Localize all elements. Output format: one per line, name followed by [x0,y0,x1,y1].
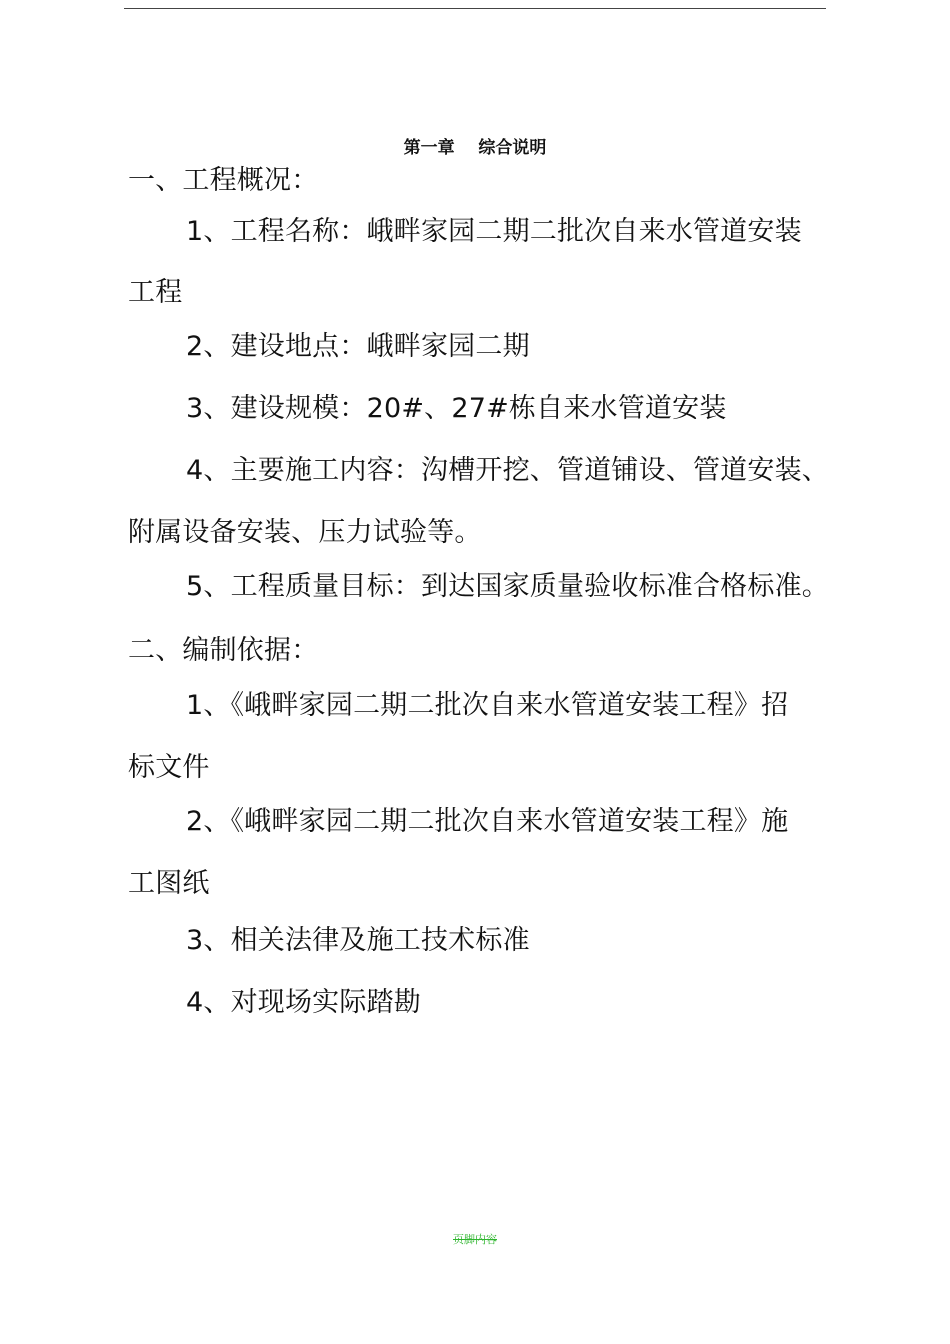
basis-survey-line: 4、对现场实际踏勘 [186,987,421,1018]
project-name-line: 1、工程名称：峨畔家园二期二批次自来水管道安装 [186,216,802,247]
quality-target-line: 5、工程质量目标：到达国家质量验收标准合格标准。 [186,571,829,602]
main-work-continuation: 附属设备安装、压力试验等。 [128,517,482,548]
section2-heading: 二、编制依据： [128,635,319,666]
basis-drawings-continuation: 工图纸 [128,868,210,899]
basis-tender-line: 1、《峨畔家园二期二批次自来水管道安装工程》招 [186,690,789,721]
construction-scale-line: 3、建设规模：20#、27#栋自来水管道安装 [186,393,727,424]
footer-mark: 页脚内容 [453,1233,497,1246]
site-location-line: 2、建设地点：峨畔家园二期 [186,331,530,362]
section1-heading: 一、工程概况： [128,165,319,196]
header-rule [124,8,826,9]
main-work-line: 4、主要施工内容：沟槽开挖、管道铺设、管道安装、 [186,455,829,486]
chapter-title: 第一章 综合说明 [403,138,547,158]
basis-laws-line: 3、相关法律及施工技术标准 [186,925,530,956]
project-name-continuation: 工程 [128,277,183,308]
basis-tender-continuation: 标文件 [128,752,210,783]
basis-drawings-line: 2、《峨畔家园二期二批次自来水管道安装工程》施 [186,806,789,837]
